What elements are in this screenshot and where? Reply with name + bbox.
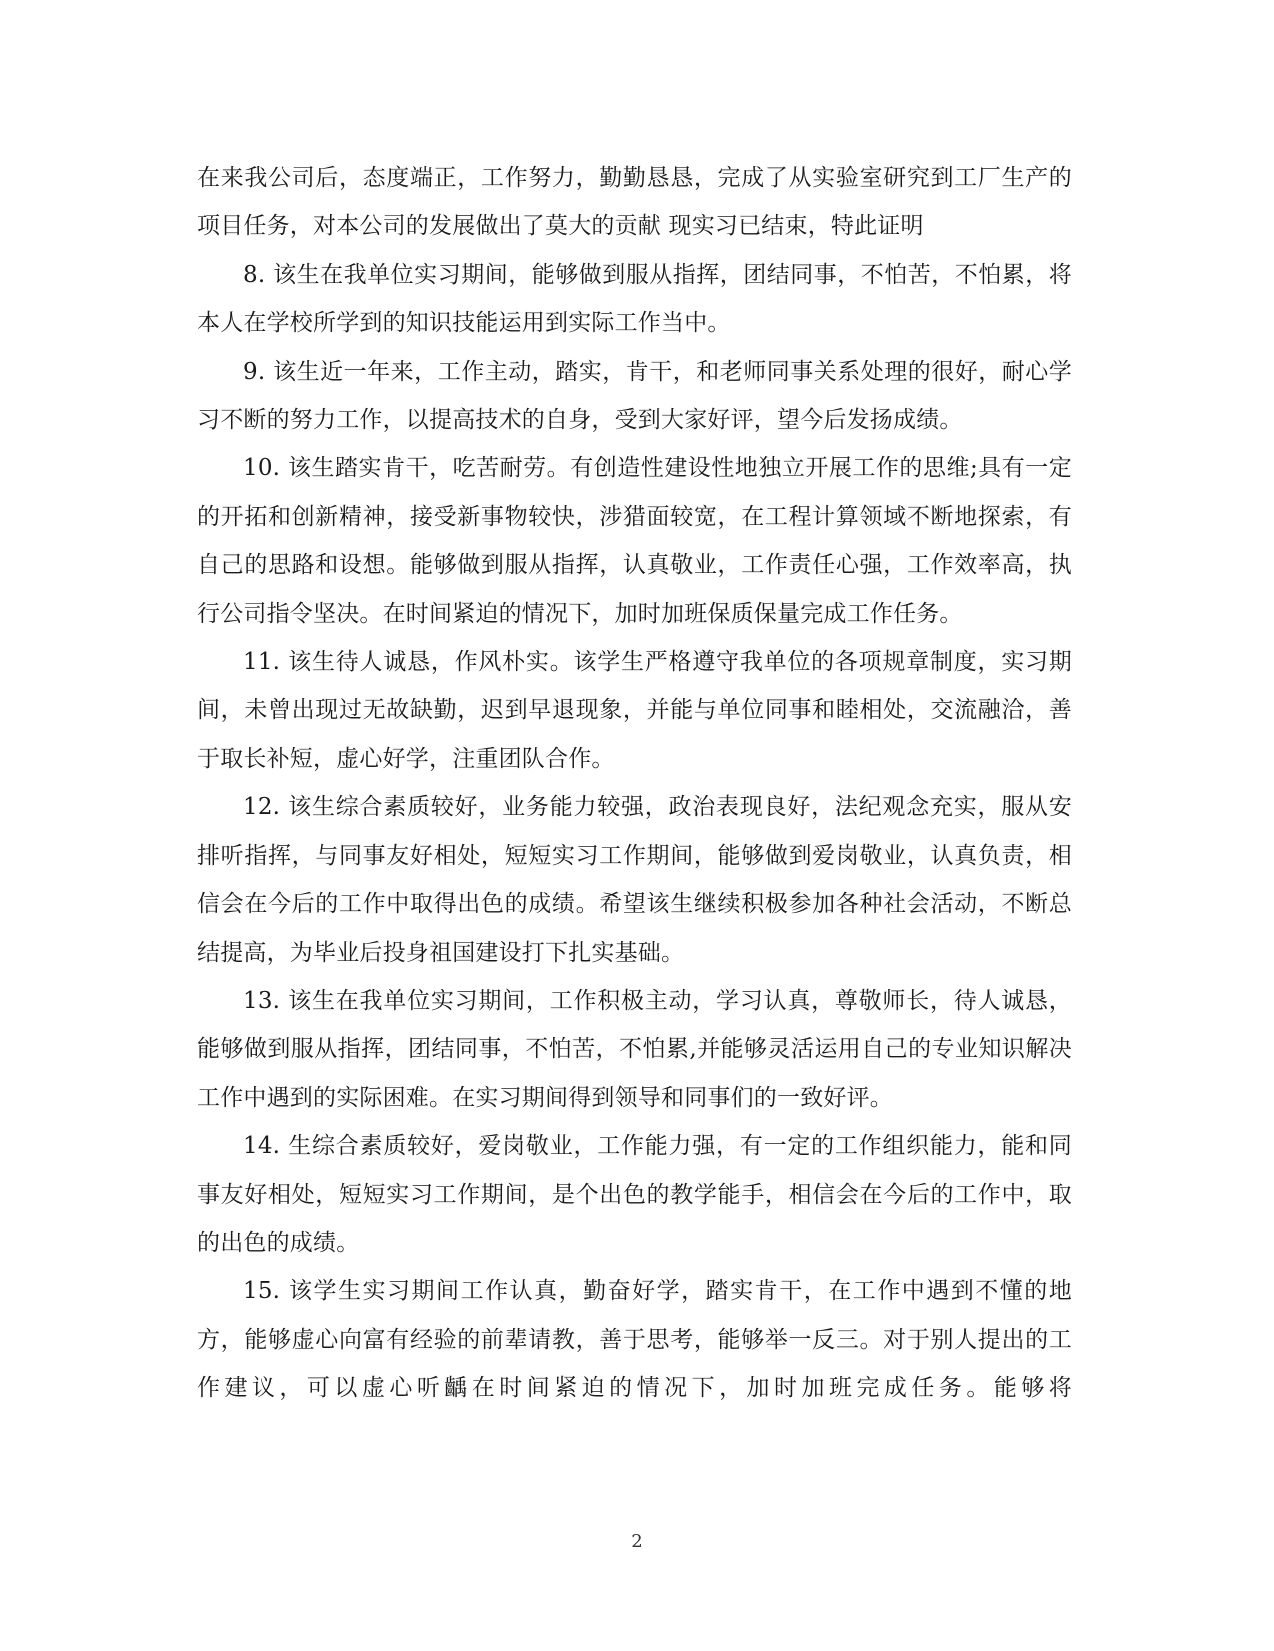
paragraph-item-15: 15. 该学生实习期间工作认真，勤奋好学，踏实肯干，在工作中遇到不懂的地方，能够虚心向富有经验的前辈请教，善于思考，能够举一反三。对于别人提出的工作建议，可以虚心听齲在时间紧迫的情况下，加时加班完成任务。能够将 [197,1278,1072,1402]
page-number: 2 [631,1531,643,1552]
document-body [197,154,1072,1413]
paragraph-item-8: 8. 该生在我单位实习期间，能够做到服从指挥，团结同事，不怕苦，不怕累，将本人在学校所学到的知识技能运用到实际工作当中。 [197,261,1072,337]
paragraph-item-13: 13. 该生在我单位实习期间，工作积极主动，学习认真，尊敬师长，待人诚恳，能够做到服从指挥，团结同事，不怕苦，不怕累,并能够灵活运用自己的专业知识解决工作中遇到的实际困难。在实习期间得到领导和同事们的一致好评。 [197,987,1072,1111]
paragraph-item-12: 12. 该生综合素质较好，业务能力较强，政治表现良好，法纪观念充实，服从安排听指挥，与同事友好相处，短短实习工作期间，能够做到爱岗敬业，认真负责，相信会在今后的工作中取得出色的成绩。希望该生继续积极参加各种社会活动，不断总结提高，为毕业后投身祖国建设打下扎实基础。 [197,794,1072,966]
paragraph-item-9: 9. 该生近一年来，工作主动，踏实，肯干，和老师同事关系处理的很好，耐心学习不断的努力工作，以提高技术的自身，受到大家好评，望今后发扬成绩。 [197,358,1072,434]
paragraph-item-10: 10. 该生踏实肯干，吃苦耐劳。有创造性建设性地独立开展工作的思维;具有一定的开拓和创新精神，接受新事物较快，涉猎面较宽，在工程计算领域不断地探索，有自己的思路和设想。能够做到服从指挥，认真敬业，工作责任心强，工作效率高，执行公司指令坚决。在时间紧迫的情况下，加时加班保质保量完成工作任务。 [197,455,1072,627]
paragraph-item-11: 11. 该生待人诚恳，作风朴实。该学生严格遵守我单位的各项规章制度，实习期间，未曾出现过无故缺勤，迟到早退现象，并能与单位同事和睦相处，交流融洽，善于取长补短，虚心好学，注重团队合作。 [197,649,1072,772]
paragraph-continuation: 在来我公司后，态度端正，工作努力，勤勤恳恳，完成了从实验室研究到工厂生产的项目任务，对本公司的发展做出了莫大的贡献 现实习已结束，特此证明 [197,165,1072,240]
paragraph-item-14: 14. 生综合素质较好，爱岗敬业，工作能力强，有一定的工作组织能力，能和同事友好相处，短短实习工作期间，是个出色的教学能手，相信会在今后的工作中，取的出色的成绩。 [197,1133,1072,1256]
